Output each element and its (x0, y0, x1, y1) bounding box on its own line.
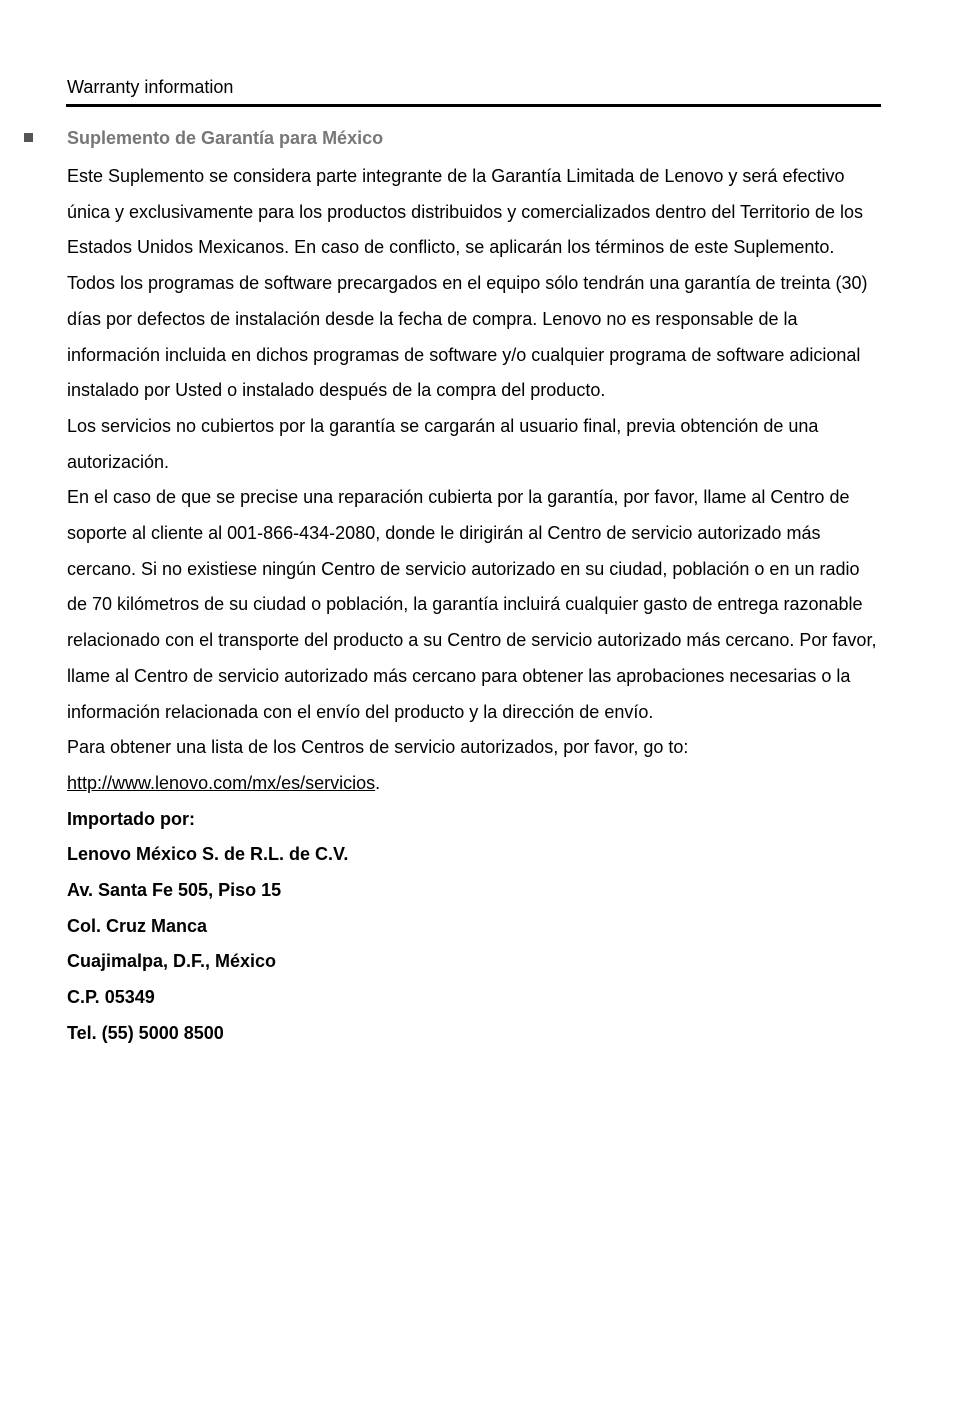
paragraph-repair: En el caso de que se precise una reparación cubierta por la garantía, por favor, llame al Centro de soporte al cliente al 001-866-434-2080, donde le dirigirán al Centro de servicio autorizado más cercano. Si no existiese ningún Centro de servicio autorizado en su ciudad, población o en un radio de 70 kilómetros de su ciudad o población, la garantía incluirá cualquier gasto de entrega razonable relacionado con el transporte del producto a su Centro de servicio autorizado más cercano. Por favor, llame al Centro de servicio autorizado más cercano para obtener las aprobaciones necesarias o la información relacionada con el envío del producto y la dirección de envío. (67, 487, 877, 722)
link-suffix: . (375, 772, 381, 793)
importer-city: Cuajimalpa, D.F., México (67, 951, 277, 972)
importer-phone: Tel. (55) 5000 8500 (67, 1022, 224, 1043)
section-title: Suplemento de Garantía para México (67, 128, 384, 148)
paragraph-scope: Este Suplemento se considera parte integrante de la Garantía Limitada de Lenovo y será efectivo única y exclusivamente para los productos distribuidos y comercializados dentro del Territorio de los Estados Unidos Mexicanos. En caso de conflicto, se aplicarán los términos de este Suplemento. (67, 166, 864, 258)
importer-company: Lenovo México S. de R.L. de C.V. (67, 844, 349, 865)
square-bullet-icon (24, 133, 33, 142)
importer-colony: Col. Cruz Manca (67, 915, 208, 936)
paragraph-service-list: Para obtener una lista de los Centros de servicio autorizados, por favor, go to: (67, 737, 689, 758)
importer-street: Av. Santa Fe 505, Piso 15 (67, 880, 282, 901)
link-line (67, 766, 882, 802)
section-body (67, 159, 882, 1052)
paragraph-software: Todos los programas de software precargados en el equipo sólo tendrán una garantía de treinta (30) días por defectos de instalación desde la fecha de compra. Lenovo no es responsable de la información incluida en dichos programas de software y/o cualquier programa de software adicional instalado por Usted o instalado después de la compra del producto. (67, 273, 868, 401)
service-centers-link[interactable]: http://www.lenovo.com/mx/es/servicios (67, 772, 376, 793)
page-header-title: Warranty information (67, 77, 234, 97)
importer-postal-code: C.P. 05349 (67, 987, 155, 1008)
paragraph-charges: Los servicios no cubiertos por la garantía se cargarán al usuario final, previa obtención de una autorización. (67, 415, 819, 472)
importer-label: Importado por: (67, 808, 195, 829)
header-divider (66, 104, 881, 107)
